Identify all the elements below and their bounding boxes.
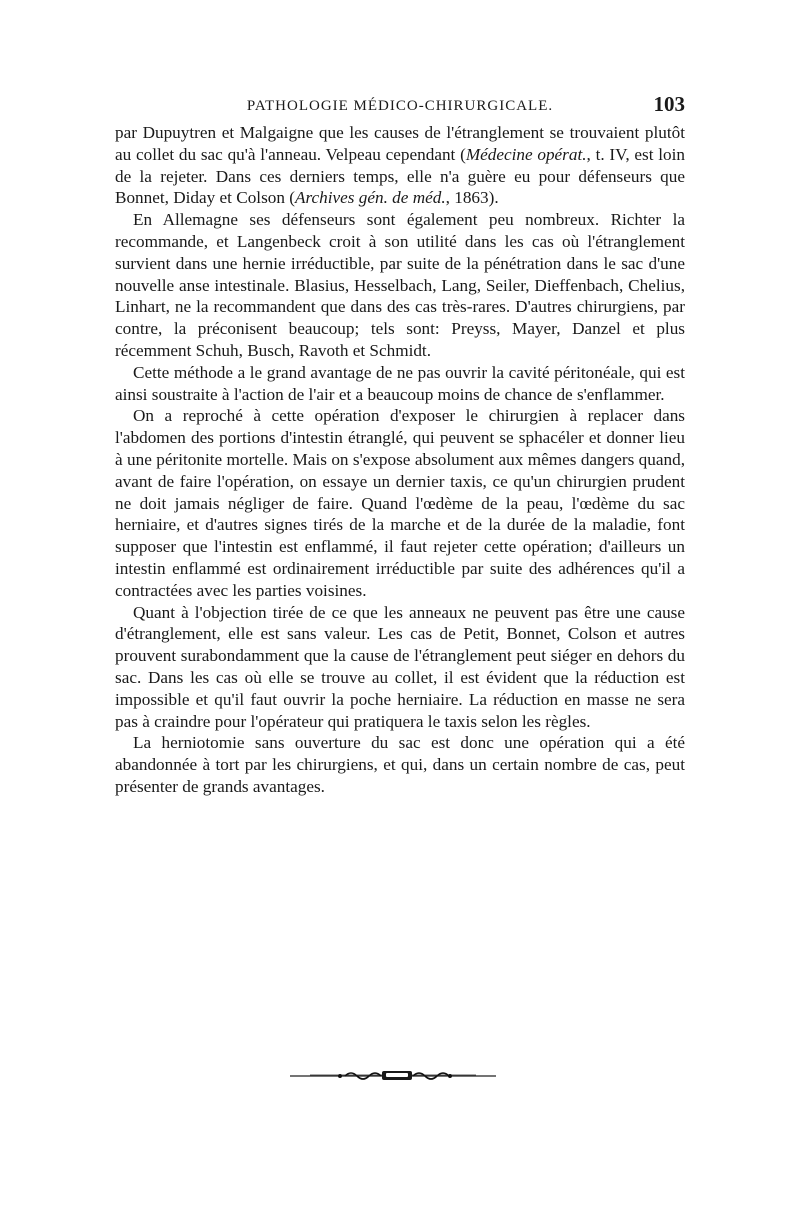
paragraph-text: On a reproché à cette opération d'exposer le chirurgien à replacer dans l'abdomen des portions d'intestin étranglé, qui peuvent se sphacéler et donner lieu à une péritonite mortelle. Mais on s'expose absolument aux mêmes dangers quand, avant de faire l'opération, on essaye un dernier taxis, ce qu'un chirurgien prudent ne doit jamais négliger de faire. Quand l'œdème de la peau, l'œdème du sac herniaire, et d'autres signes tirés de la marche et de la durée de la maladie, font supposer que l'intestin est enflammé, il faut rejeter cette opération; d'ailleurs un intestin enflammé est ordinairement irréductible par suite des adhérences qu'il a contractées avec les parties voisines.	[115, 406, 685, 600]
tailpiece-ornament-icon	[290, 1068, 496, 1082]
italic-citation: Médecine opérat.	[465, 144, 587, 164]
page-number: 103	[653, 92, 685, 116]
paragraph	[115, 405, 685, 601]
italic-citation: Archives gén. de méd.	[294, 188, 446, 208]
running-head	[115, 92, 685, 122]
running-title: PATHOLOGIE MÉDICO-CHIRURGICALE.	[246, 98, 554, 114]
paragraph	[115, 122, 685, 209]
paragraph-text: , 1863).	[445, 188, 499, 208]
paragraph-text: Cette méthode a le grand avantage de ne pas ouvrir la cavité péritonéale, qui est ainsi soustraite à l'action de l'air et a beaucoup moins de chance de s'enflammer.	[115, 362, 685, 404]
paragraph-text: par Dupuytren et Malgaigne que les causes de l'étranglement se trouvaient plutôt au collet du sac qu'à l'anneau. Velpeau cependant (	[115, 123, 685, 164]
paragraph	[115, 602, 685, 733]
paragraph-text: Quant à l'objection tirée de ce que les anneaux ne peuvent pas être une cause d'étranglement, elle est sans valeur. Les cas de Petit, Bonnet, Colson et autres prouvent surabondamment que la cause de l'étranglement peut siéger en dehors du sac. Dans les cas où elle se trouve au collet, il est évident que la réduction est impossible et qu'il faut ouvrir la poche herniaire. La réduction en masse ne sera pas à craindre pour l'opérateur qui pratiquera le taxis selon les règles.	[115, 602, 685, 731]
paragraph	[115, 362, 685, 406]
paragraph-text: , t. IV, est loin de la rejeter. Dans ces derniers temps, elle n'a guère eu pour défenseurs que Bonnet, Diday et Colson (	[115, 144, 686, 208]
paragraph-text: La herniotomie sans ouverture du sac est donc une opération qui a été abandonnée à tort par les chirurgiens, et qui, dans un certain nombre de cas, peut présenter de grands avantages.	[115, 733, 685, 796]
paragraph-text: En Allemagne ses défenseurs sont également peu nombreux. Richter la recommande, et Langenbeck croit à son utilité dans les cas où l'étranglement survient dans une hernie irréductible, par suite de la pénétration dans le sac d'une nouvelle anse intestinale. Blasius, Hesselbach, Lang, Seiler, Dieffenbach, Chelius, Linhart, ne la recommandent que dans des cas très-rares. D'autres chirurgiens, par contre, la préconisent beaucoup; tels sont: Preyss, Mayer, Danzel et plus récemment Schuh, Busch, Ravoth et Schmidt.	[115, 210, 685, 360]
paragraph	[115, 209, 685, 362]
body-text	[115, 122, 685, 798]
paragraph	[115, 732, 685, 797]
